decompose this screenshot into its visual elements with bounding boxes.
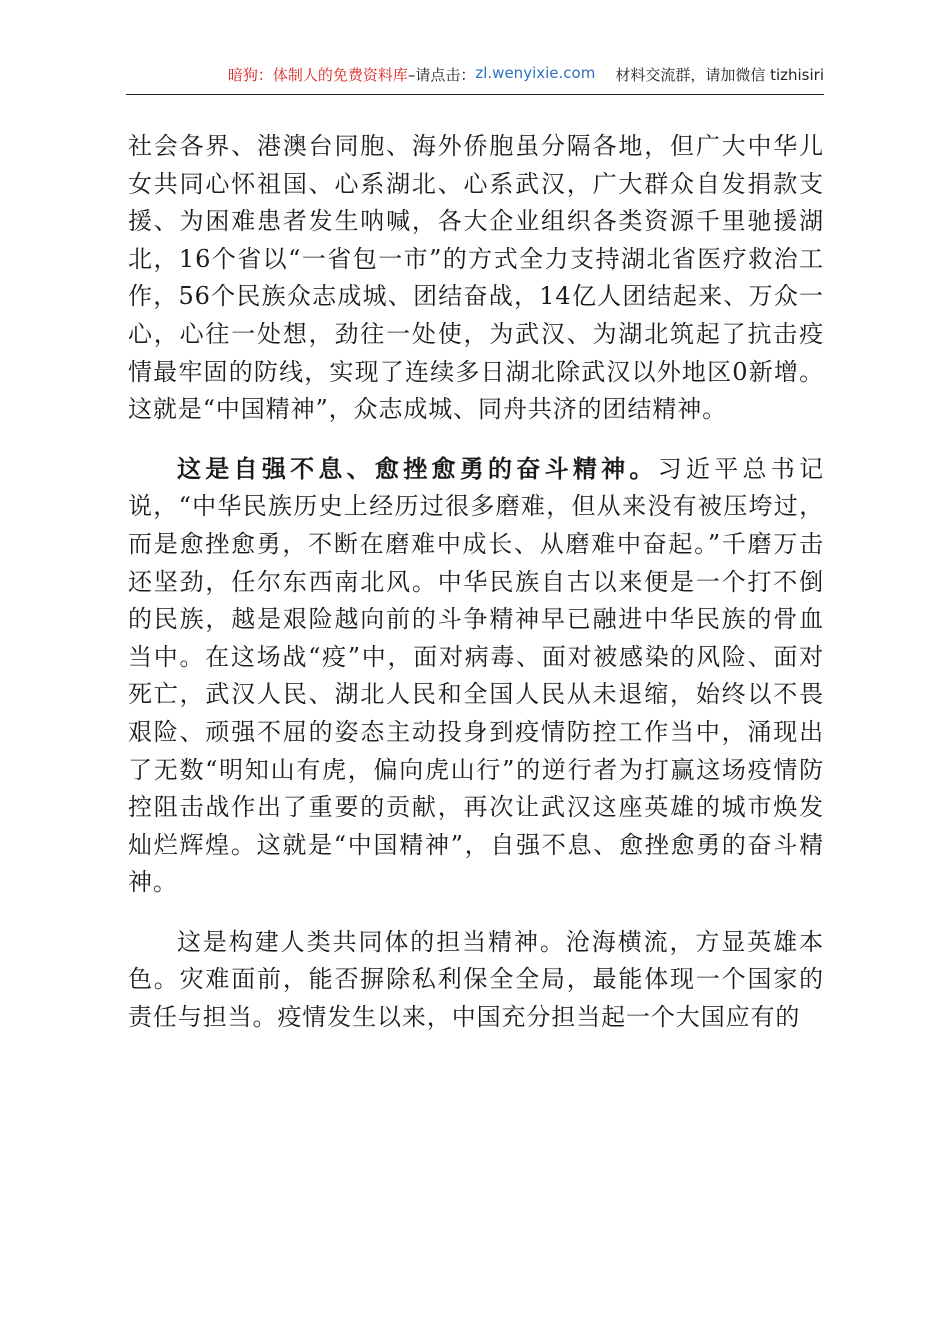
header-prompt: –请点击： — [407, 66, 476, 84]
header-note: 材料交流群，请加微信 tizhisiri — [615, 66, 824, 84]
paragraph-responsibility — [128, 924, 824, 1037]
paragraph-unity — [128, 128, 824, 429]
paragraph-text: 这是构建人类共同体的担当精神。沧海横流，方显英雄本色。灾难面前，能否摒除私利保全全局，最能体现一个国家的责任与担当。疫情发生以来，中国充分担当起一个大国应有的 — [128, 927, 824, 1032]
document-body — [128, 128, 824, 1059]
paragraph-text: 习近平总书记说，“中华民族历史上经历过很多磨难，但从来没有被压垮过，而是愈挫愈勇，不断在磨难中成长、从磨难中奋起。”千磨万击还坚劲，任尔东西南北风。中华民族自古以来便是一个打不倒的民族，越是艰险越向前的斗争精神早已融进中华民族的骨血当中。在这场战“疫”中，面对病毒、面对被感染的风险、面对死亡，武汉人民、湖北人民和全国人民从未退缩，始终以不畏艰险、顽强不屈的姿态主动投身到疫情防控工作当中，涌现出了无数“明知山有虎，偏向虎山行”的逆行者为打赢这场疫情防控阻击战作出了重要的贡献，再次让武汉这座英雄的城市焕发灿烂辉煌。这就是“中国精神”，自强不息、愈挫愈勇的奋斗精神。 — [128, 454, 824, 897]
paragraph-struggle — [128, 451, 824, 902]
paragraph-lead-heading: 这是自强不息、愈挫愈勇的奋斗精神。 — [177, 454, 658, 483]
header-brand: 暗狗：体制人的免费资料库 — [227, 66, 408, 84]
header-url-link[interactable]: zl.wenyixie.com — [475, 64, 596, 82]
page-header — [126, 64, 824, 95]
paragraph-text: 社会各界、港澳台同胞、海外侨胞虽分隔各地，但广大中华儿女共同心怀祖国、心系湖北、心系武汉，广大群众自发捐款支援、为困难患者发生呐喊，各大企业组织各类资源千里驰援湖北，16个省以“一省包一市”的方式全力支持湖北省医疗救治工作，56个民族众志成城、团结奋战，14亿人团结起来、万众一心，心往一处想，劲往一处使，为武汉、为湖北筑起了抗击疫情最牢固的防线，实现了连续多日湖北除武汉以外地区0新增。这就是“中国精神”，众志成城、同舟共济的团结精神。 — [128, 132, 824, 424]
